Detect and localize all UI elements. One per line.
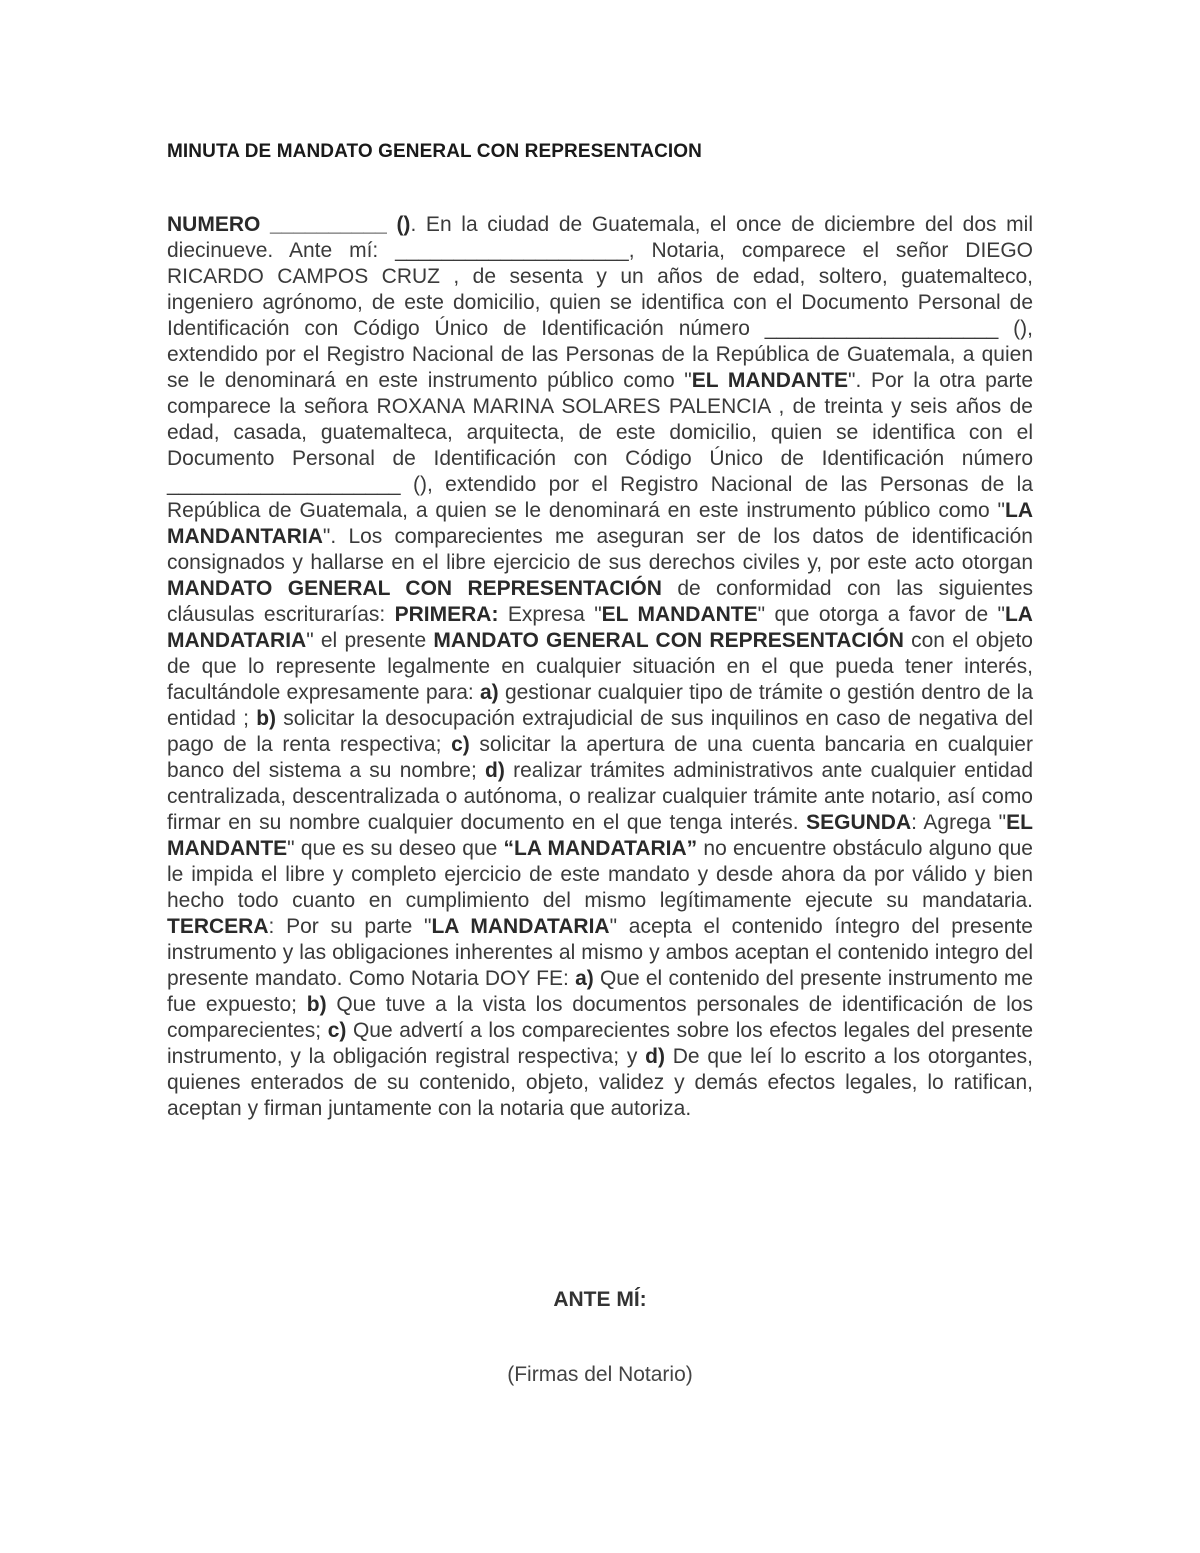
body-bold-segment: EL MANDANTE bbox=[167, 811, 1033, 860]
body-text-segment: : Por su parte " bbox=[268, 915, 432, 938]
body-text-segment: ". Por la otra parte comparece la señora ROXANA MARINA SOLARES PALENCIA , de treinta y seis años de edad, casada, guatemalteca, arquitecta, de este domicilio, quien se identifica con el Documento Personal de Identificación con Código Único de Identificación número ____________________ (), extendido por el Registro Nacional de las Personas de la República de Guatemala, a quien se le denominará en este instrumento público como " bbox=[167, 369, 1033, 522]
signature-heading: ANTE MÍ: bbox=[553, 1288, 647, 1311]
body-text-segment: Que advertí a los comparecientes sobre los efectos legales del presente instrumento, y la obligación registral respectiva; y bbox=[167, 1019, 1033, 1068]
body-text-segment: " acepta el contenido íntegro del presente instrumento y las obligaciones inherentes al mismo y ambos aceptan el contenido integro del presente mandato. Como Notaria DOY FE: bbox=[167, 915, 1033, 990]
body-text-segment: " que otorga a favor de " bbox=[757, 603, 1005, 626]
body-text-segment: " que es su deseo que bbox=[287, 837, 504, 860]
body-text-segment: con el objeto de que lo represente legalmente en cualquier situación en el que pueda tener interés, facultándole expresamente para: bbox=[167, 629, 1033, 704]
body-bold-segment: EL MANDANTE bbox=[601, 603, 758, 626]
body-text-segment: gestionar cualquier tipo de trámite o gestión dentro de la entidad ; bbox=[167, 681, 1033, 730]
body-text-segment: de conformidad con las siguientes cláusulas escriturarías: bbox=[167, 577, 1033, 626]
body-bold-segment: PRIMERA: bbox=[394, 603, 499, 626]
body-text-segment: Expresa " bbox=[498, 603, 602, 626]
body-text-segment: : Agrega " bbox=[911, 811, 1007, 834]
body-bold-segment: “LA MANDATARIA” bbox=[503, 837, 698, 860]
body-bold-segment: b) bbox=[306, 993, 327, 1016]
body-text-segment: solicitar la desocupación extrajudicial de sus inquilinos en caso de negativa del pago de la renta respectiva; bbox=[167, 707, 1033, 756]
body-text-segment: realizar trámites administrativos ante cualquier entidad centralizada, descentralizada o autónoma, o realizar cualquier trámite ante notario, así como firmar en su nombre cualquier documento en el que tenga interés. bbox=[167, 759, 1033, 834]
body-bold-segment: LA MANDATARIA bbox=[431, 915, 610, 938]
body-text-segment: De que leí lo escrito a los otorgantes, quienes enterados de su contenido, objeto, validez y demás efectos legales, lo ratifican, aceptan y firman juntamente con la notaria que autoriza. bbox=[167, 1045, 1033, 1120]
body-bold-segment: TERCERA bbox=[167, 915, 269, 938]
document-title: MINUTA DE MANDATO GENERAL CON REPRESENTACION bbox=[167, 141, 703, 162]
body-bold-segment: a) bbox=[575, 967, 594, 990]
body-bold-segment: b) bbox=[256, 707, 277, 730]
body-bold-segment: MANDATO GENERAL CON REPRESENTACIÓN bbox=[433, 629, 904, 652]
body-text-segment: " el presente bbox=[306, 629, 434, 652]
body-text-segment: Que tuve a la vista los documentos personales de identificación de los comparecientes; bbox=[167, 993, 1033, 1042]
body-bold-segment: LA MANDANTARIA bbox=[167, 499, 1033, 548]
body-bold-segment: SEGUNDA bbox=[806, 811, 912, 834]
body-text-segment: no encuentre obstáculo alguno que le impida el libre y completo ejercicio de este mandato y desde ahora da por válido y bien hecho todo cuanto en cumplimiento del mismo legítimamente ejecute su mandataria. bbox=[167, 837, 1033, 912]
body-text-segment: Que el contenido del presente instrumento me fue expuesto; bbox=[167, 967, 1033, 1016]
body-bold-segment: EL MANDANTE bbox=[691, 369, 849, 392]
body-text-segment: . En la ciudad de Guatemala, el once de diciembre del dos mil diecinueve. Ante mí: ____________________, Notaria, comparece el señor DIEGO RICARDO CAMPOS CRUZ , de sesenta y un años de edad, soltero, guatemalteco, ingeniero agrónomo, de este domicilio, quien se identifica con el Documento Personal de Identificación con Código Único de Identificación número ____________________ (), extendido por el Registro Nacional de las Personas de la República de Guatemala, a quien se le denominará en este instrumento público como " bbox=[167, 213, 1033, 392]
body-text-segment: ". Los comparecientes me aseguran ser de los datos de identificación consignados y hallarse en el libre ejercicio de sus derechos civiles y, por este acto otorgan bbox=[167, 525, 1033, 574]
body-bold-segment: MANDATO GENERAL CON REPRESENTACIÓN bbox=[167, 577, 662, 600]
signature-note: (Firmas del Notario) bbox=[507, 1363, 693, 1386]
body-bold-segment: c) bbox=[327, 1019, 347, 1042]
document-body bbox=[167, 212, 1033, 1122]
body-bold-segment: a) bbox=[480, 681, 499, 704]
body-bold-segment: c) bbox=[451, 733, 470, 756]
body-text-segment: solicitar la apertura de una cuenta bancaria en cualquier banco del sistema a su nombre; bbox=[167, 733, 1033, 782]
body-bold-segment: d) bbox=[645, 1045, 665, 1068]
body-bold-segment: d) bbox=[485, 759, 505, 782]
body-bold-segment: LA MANDATARIA bbox=[167, 603, 1033, 652]
body-bold-segment: NUMERO __________ () bbox=[167, 213, 411, 236]
